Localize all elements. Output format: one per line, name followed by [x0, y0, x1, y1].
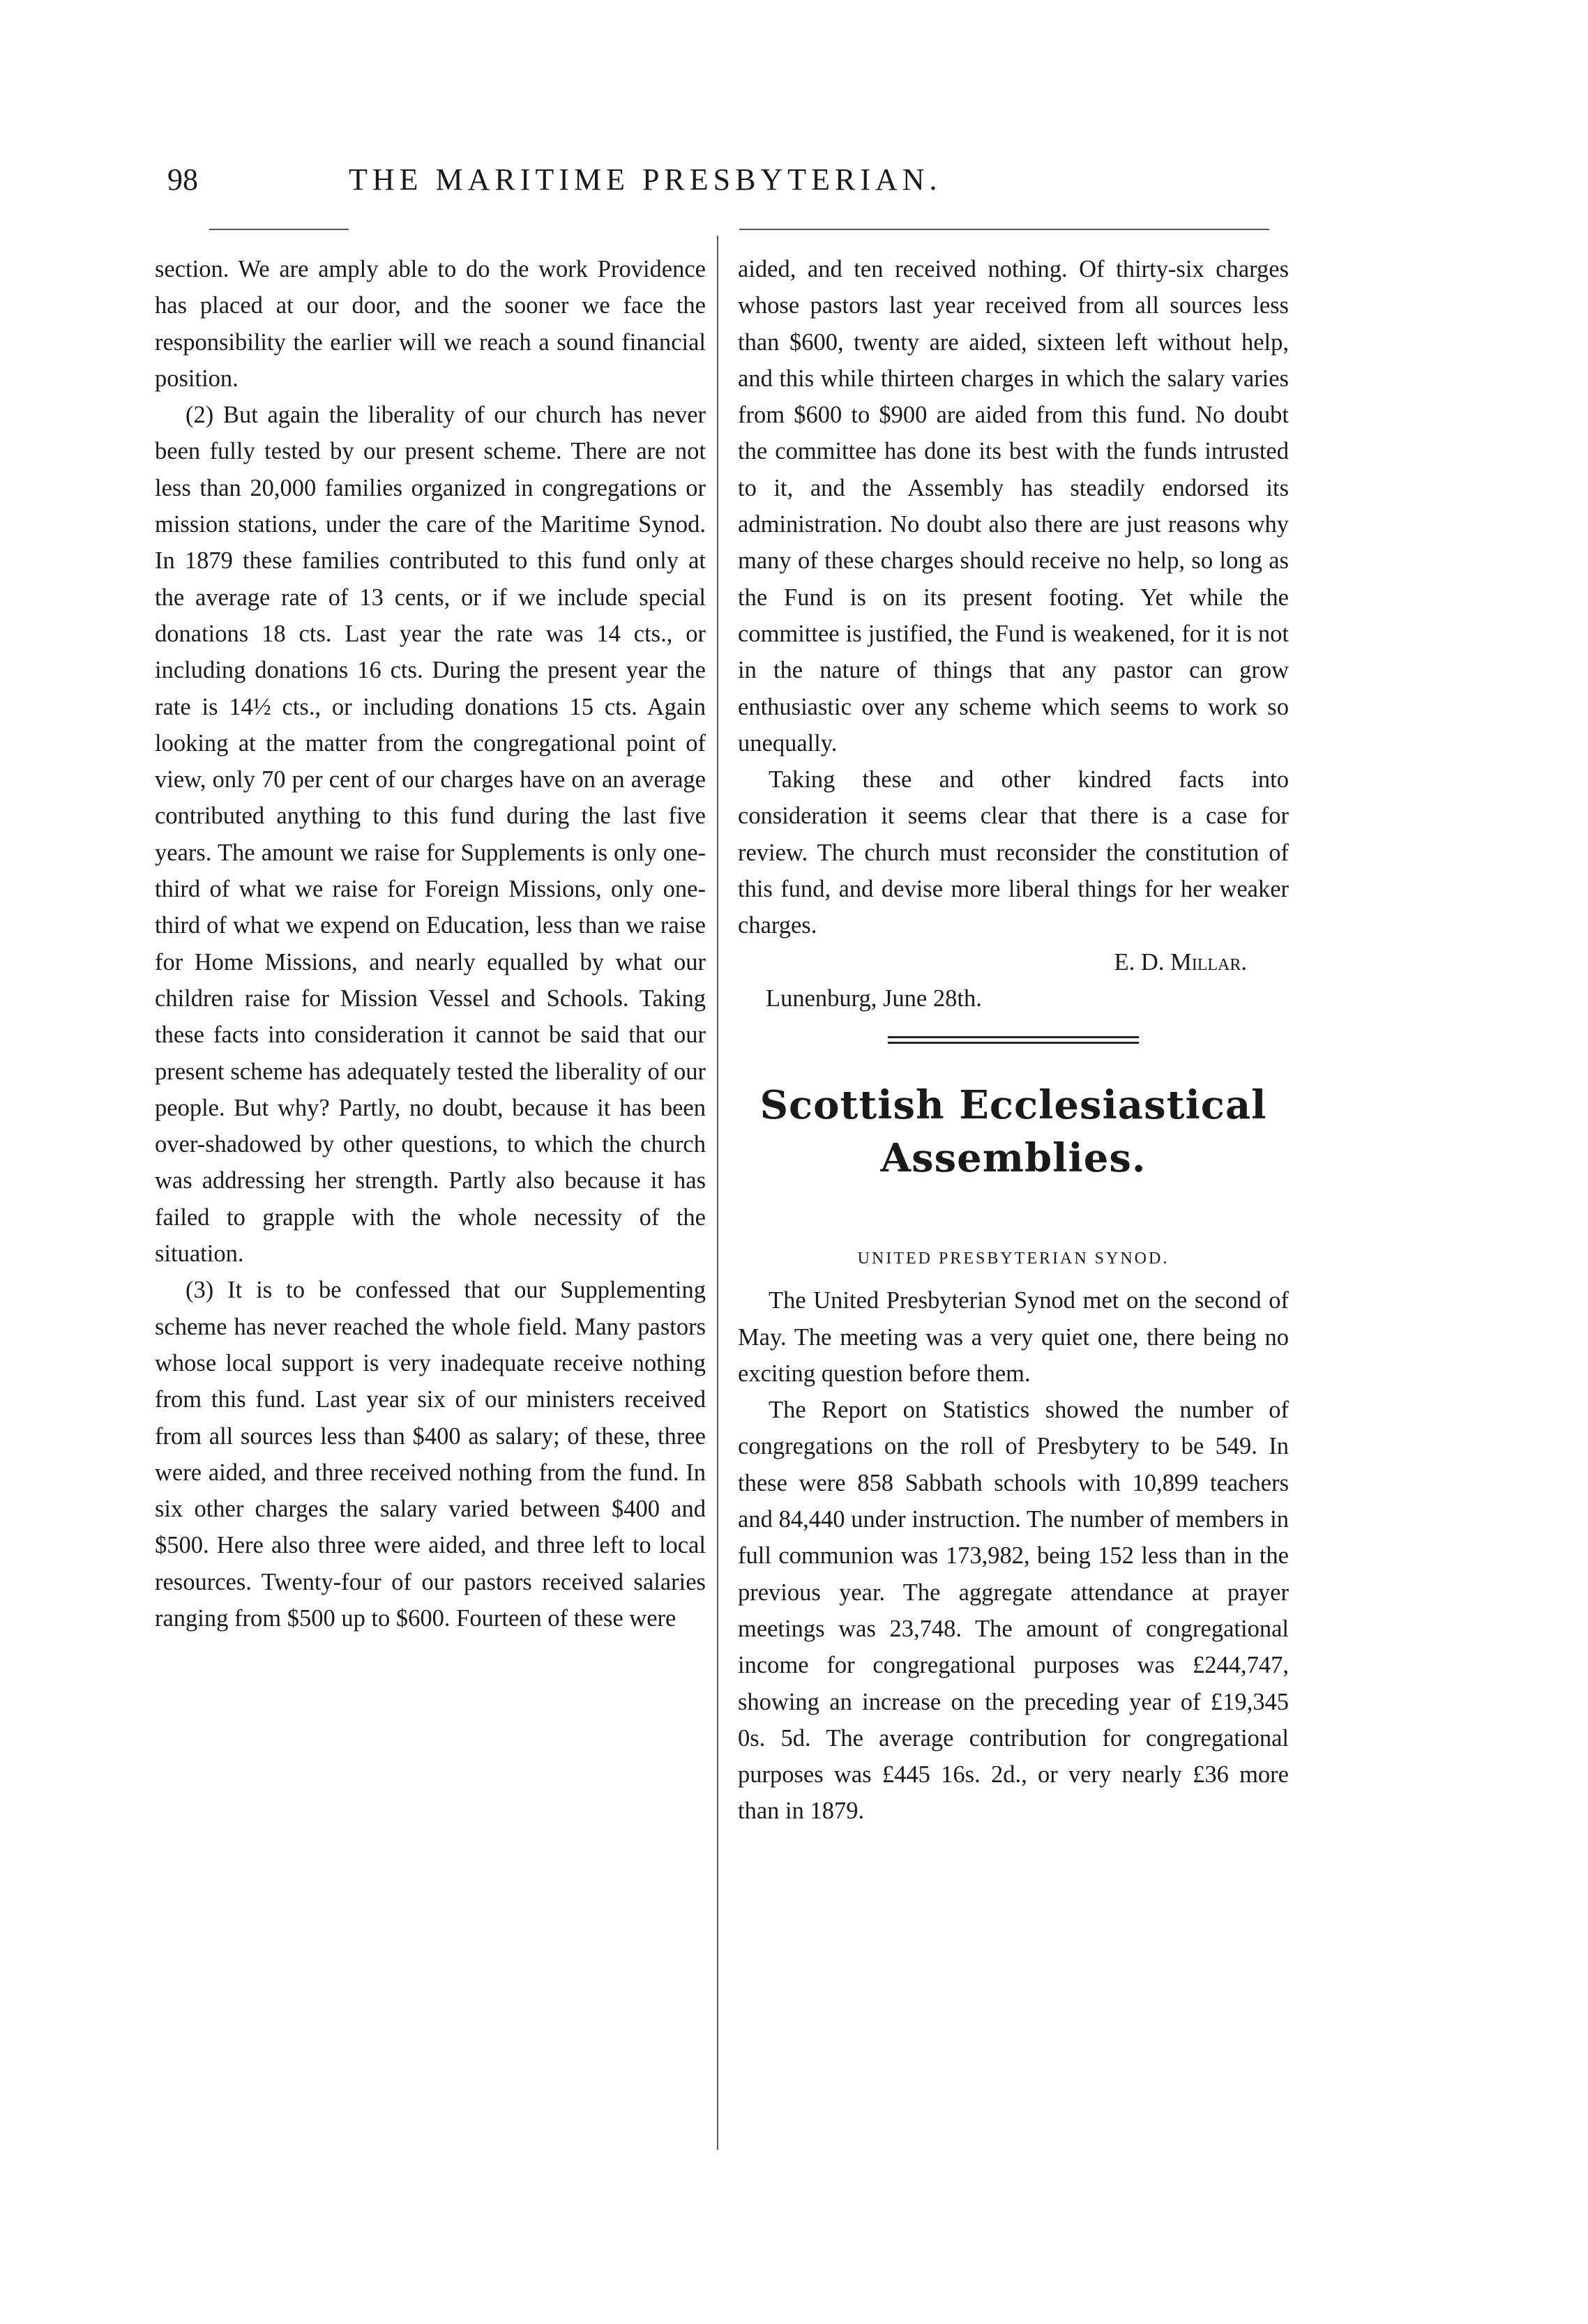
section-divider-rule	[888, 1036, 1139, 1044]
column-divider	[717, 236, 718, 2150]
section-heading	[738, 1079, 1289, 1185]
right-paragraph-3: The United Presbyterian Synod met on the second of May. The meeting was a very quiet one, there being no exciting question before them.	[738, 1287, 1289, 1387]
author-signature: E. D. Millar.	[1114, 948, 1247, 975]
page-number: 98	[167, 162, 198, 197]
section-heading-line-2: Assemblies.	[880, 1135, 1147, 1182]
page-header	[167, 159, 1311, 208]
left-paragraph-1: section. We are amply able to do the work Providence has placed at our door, and the sooner we face the responsibility the earlier will we reach a sound financial position.	[155, 256, 706, 392]
left-paragraph-3: (3) It is to be confessed that our Supplementing scheme has never reached the whole field. Many pastors whose local support is very inadequate receive nothing from this fund. Last year six of our ministers received from all sources less than $400 as salary; of these, three were aided, and three received nothing from the fund. In six other charges the salary varied between $400 and $500. Here also three were aided, and three left to local resources. Twenty-four of our pastors received salaries ranging from $500 up to $600. Fourteen of these were	[155, 1277, 706, 1632]
sub-heading: UNITED PRESBYTERIAN SYNOD.	[857, 1250, 1170, 1268]
dateline: Lunenburg, June 28th.	[766, 985, 982, 1012]
right-paragraph-4: The Report on Statistics showed the number of congregations on the roll of Presbytery to be 549. In these were 858 Sabbath schools with 10,899 teachers and 84,440 under instruction. The number of members in full communion was 173,982, being 152 less than in the previous year. The aggregate attendance at prayer meetings was 23,748. The amount of congregational income for congregational purposes was £244,747, showing an increase on the preceding year of £19,345 0s. 5d. The average contribution for congregational purposes was £445 16s. 2d., or very nearly £36 more than in 1879.	[738, 1397, 1289, 1825]
section-heading-line-1: Scottish Ecclesiastical	[759, 1082, 1267, 1129]
right-column	[738, 251, 1289, 1830]
right-paragraph-1: aided, and ten received nothing. Of thirty-six charges whose pastors last year received from all sources less than $600, twenty are aided, sixteen left without help, and this while thirteen charges in which the salary varies from $600 to $900 are aided from this fund. No doubt the committee has done its best with the funds intrusted to it, and the Assembly has steadily endorsed its administration. No doubt also there are just reasons why many of these charges should receive no help, so long as the Fund is on its present footing. Yet while the committee is justified, the Fund is weakened, for it is not in the nature of things that any pastor can grow enthusiastic over any scheme which seems to work so unequally.	[738, 256, 1289, 757]
running-title: THE MARITIME PRESBYTERIAN.	[349, 162, 942, 197]
right-paragraph-2: Taking these and other kindred facts into consideration it seems clear that there is a case for review. The church must reconsider the constitution of this fund, and devise more liberal things for her weaker charges.	[738, 766, 1289, 939]
header-rule-left	[209, 229, 349, 230]
left-column	[155, 251, 706, 1636]
left-paragraph-2: (2) But again the liberality of our church has never been fully tested by our present scheme. There are not less than 20,000 families organized in congregations or mission stations, under the care of the Maritime Synod. In 1879 these families contributed to this fund only at the average rate of 13 cents, or if we include special donations 18 cts. Last year the rate was 14 cts., or including donations 16 cts. During the present year the rate is 14½ cts., or including donations 15 cts. Again looking at the matter from the congregational point of view, only 70 per cent of our charges have on an average contributed anything to this fund during the last five years. The amount we raise for Supplements is only one-third of what we raise for Foreign Missions, only one-third of what we expend on Education, less than we raise for Home Missions, and nearly equalled by what our children raise for Mission Vessel and Schools. Taking these facts into consideration it cannot be said that our present scheme has adequately tested the liberality of our people. But why? Partly, no doubt, because it has been over-shadowed by other questions, to which the church was addressing her strength. Partly also because it has failed to grapple with the whole necessity of the situation.	[155, 402, 706, 1268]
header-rule-right	[739, 229, 1269, 230]
